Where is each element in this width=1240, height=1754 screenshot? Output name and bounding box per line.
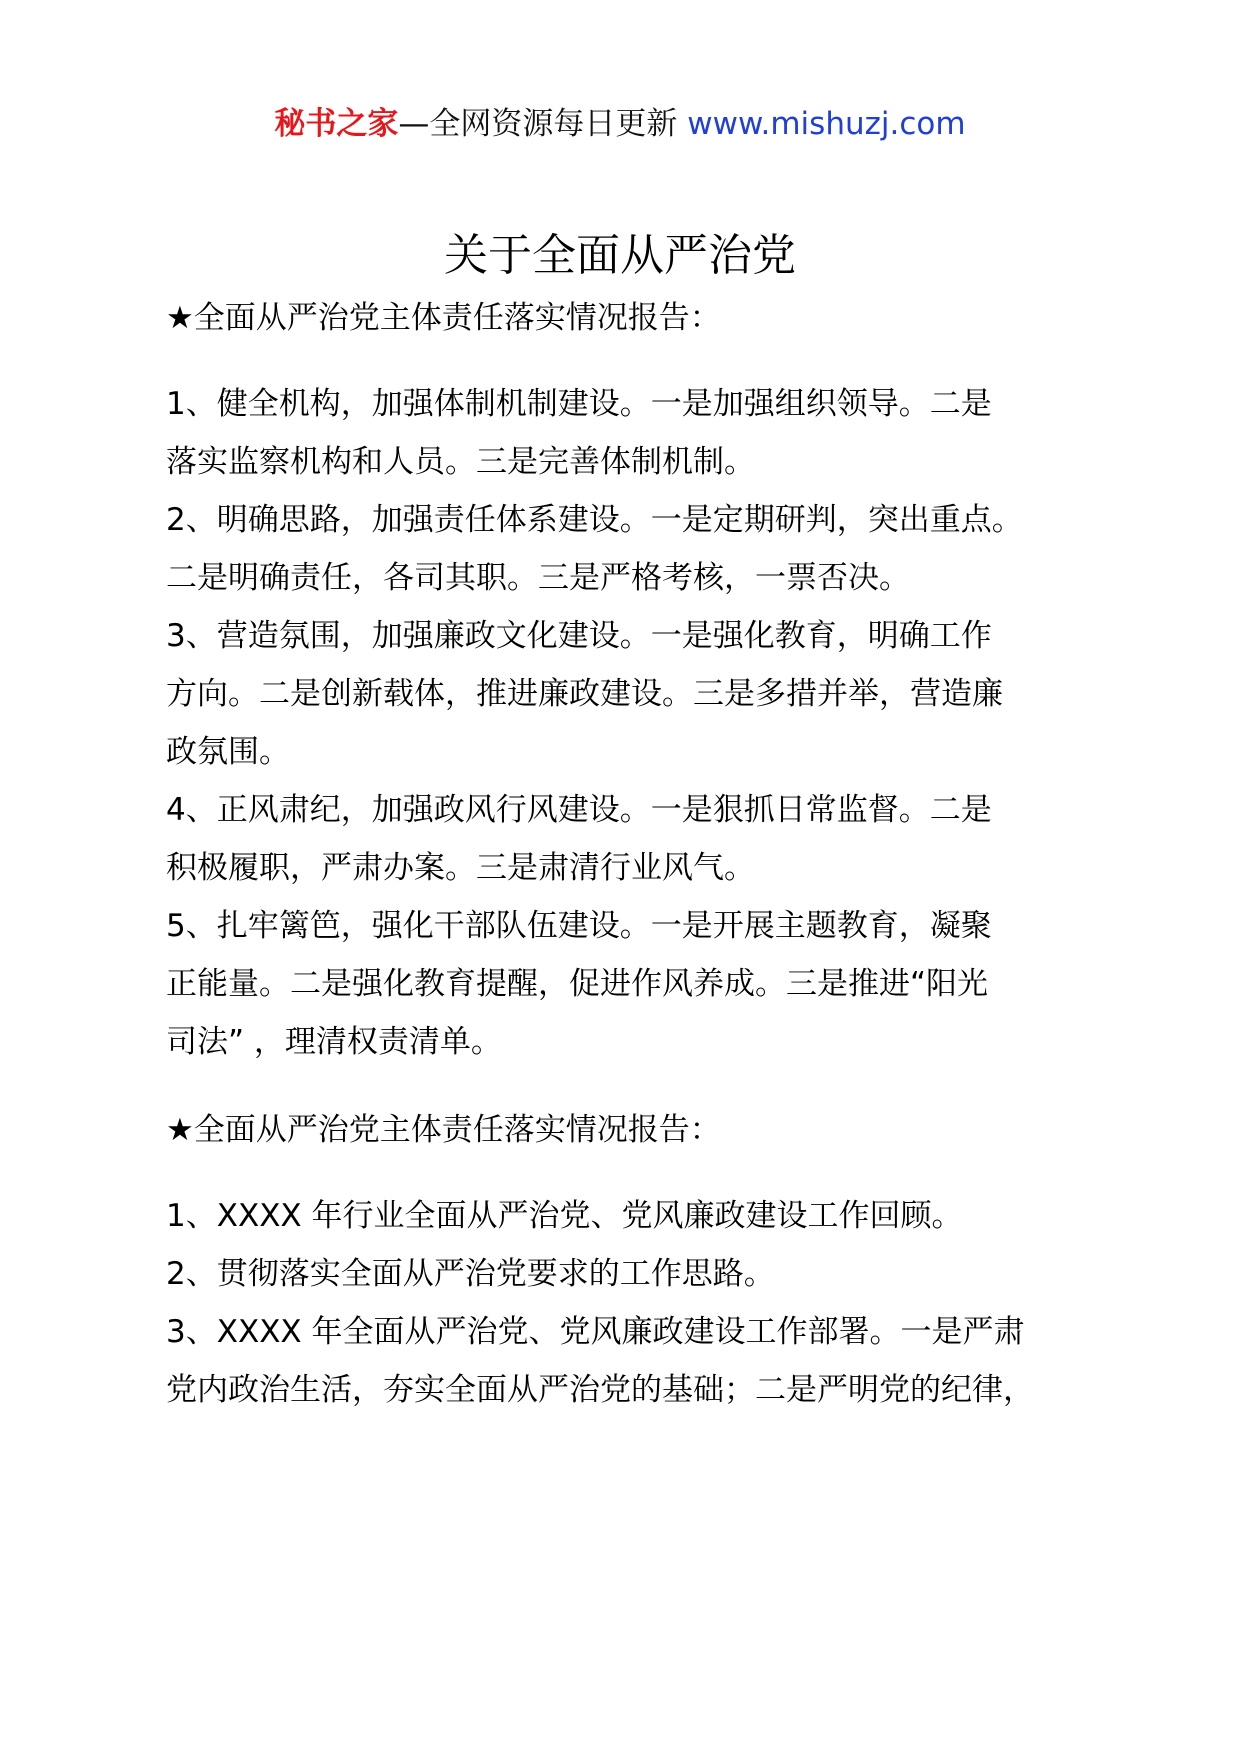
paragraph-line: 司法” ，理清权责清单。 (166, 1024, 502, 1060)
paragraph-line: 5、扎牢篱笆，强化干部队伍建设。一是开展主题教育，凝聚 (166, 908, 992, 944)
paragraph-line: 3、XXXX 年全面从严治党、党风廉政建设工作部署。一是严肃 (166, 1314, 1025, 1350)
site-brand: 秘书之家 (274, 106, 399, 142)
paragraph-line: 2、明确思路，加强责任体系建设。一是定期研判，突出重点。 (166, 502, 1023, 538)
paragraph-line: 方向。二是创新载体，推进廉政建设。三是多措并举，营造廉 (166, 676, 1003, 712)
paragraph-line: 政氛围。 (166, 734, 290, 770)
paragraph-line: 落实监察机构和人员。三是完善体制机制。 (166, 444, 755, 480)
section-1-heading: ★全面从严治党主体责任落实情况报告： (166, 300, 721, 336)
paragraph-line: 3、营造氛围，加强廉政文化建设。一是强化教育，明确工作 (166, 618, 992, 654)
document-title: 关于全面从严治党 (444, 230, 796, 281)
paragraph-line: 正能量。二是强化教育提醒，促进作风养成。三是推进“阳光 (166, 966, 989, 1002)
site-slogan: —全网资源每日更新 (398, 106, 688, 142)
paragraph-line: 1、健全机构，加强体制机制建设。一是加强组织领导。二是 (166, 386, 992, 422)
site-url-link[interactable]: www.mishuzj.com (687, 106, 966, 142)
paragraph-line: 1、XXXX 年行业全面从严治党、党风廉政建设工作回顾。 (166, 1198, 963, 1234)
paragraph-line: 党内政治生活，夯实全面从严治党的基础；二是严明党的纪律， (166, 1372, 1034, 1408)
section-2-heading: ★全面从严治党主体责任落实情况报告： (166, 1112, 721, 1148)
paragraph-line: 二是明确责任，各司其职。三是严格考核，一票否决。 (166, 560, 910, 596)
paragraph-line: 4、正风肃纪，加强政风行风建设。一是狠抓日常监督。二是 (166, 792, 992, 828)
site-header (0, 100, 1240, 148)
paragraph-line: 积极履职，严肃办案。三是肃清行业风气。 (166, 850, 755, 886)
paragraph-line: 2、贯彻落实全面从严治党要求的工作思路。 (166, 1256, 775, 1292)
